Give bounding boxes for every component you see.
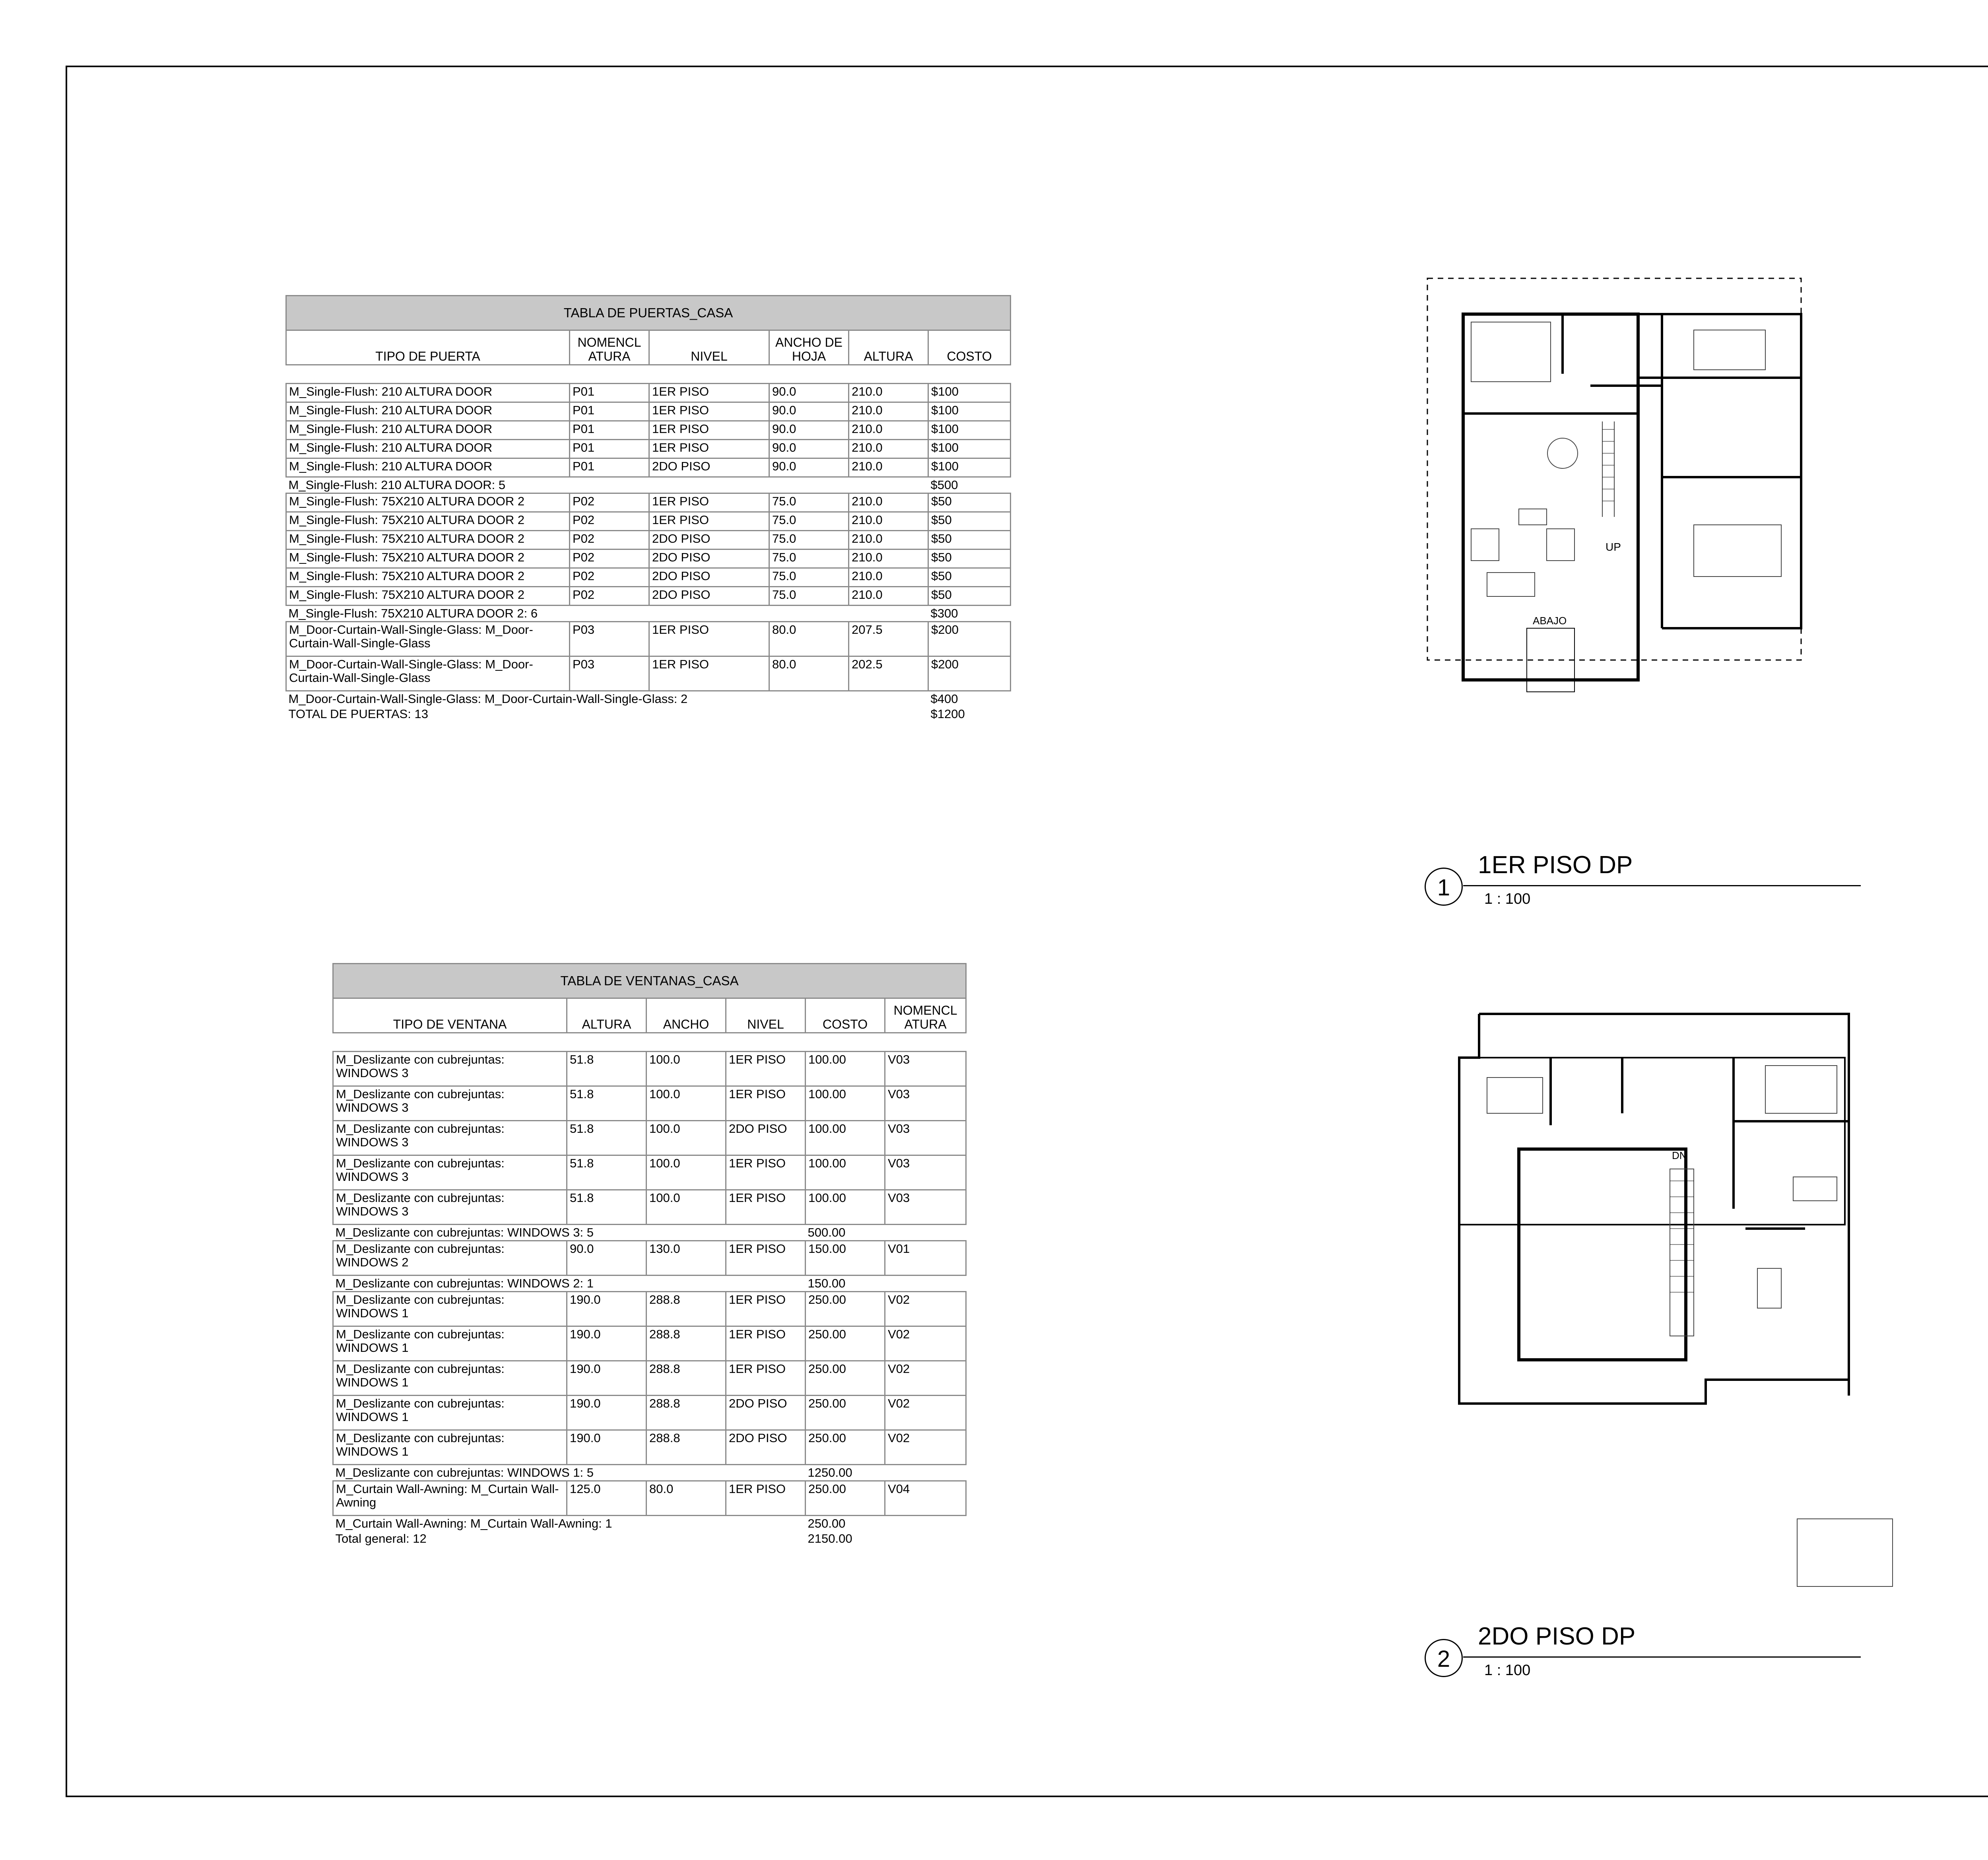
table-cell: 90.0: [769, 458, 849, 477]
table-cell: V02: [885, 1326, 966, 1361]
table-cell: 1ER PISO: [726, 1086, 806, 1121]
table-cell: 250.00: [806, 1326, 885, 1361]
table-cell: 1ER PISO: [649, 402, 769, 421]
column-header: TIPO DE VENTANA: [333, 998, 567, 1033]
table-row: [286, 656, 1011, 691]
view-title-line-1: [1463, 885, 1861, 886]
table-cell: P03: [570, 622, 649, 656]
table-cell: M_Deslizante con cubrejuntas: WINDOWS 3: [333, 1121, 567, 1155]
table-cell: 51.8: [567, 1121, 646, 1155]
table-cell: M_Single-Flush: 210 ALTURA DOOR: [286, 402, 570, 421]
table-cell: 90.0: [567, 1241, 646, 1276]
table-cell: V02: [885, 1292, 966, 1326]
table-cell: M_Curtain Wall-Awning: M_Curtain Wall-Awning: [333, 1481, 567, 1516]
table-row: [333, 1430, 966, 1465]
table-cell: 210.0: [849, 440, 928, 458]
table-cell: 51.8: [567, 1190, 646, 1225]
view-title-1: 1ER PISO DP: [1478, 851, 1633, 879]
table-cell: 1ER PISO: [726, 1155, 806, 1190]
view-scale-2: 1 : 100: [1484, 1662, 1531, 1679]
table-cell: V01: [885, 1241, 966, 1276]
stair-down-label-2: DN: [1672, 1149, 1687, 1161]
table-cell: 100.00: [806, 1155, 885, 1190]
total-row: Total general: 12 2150.00: [335, 1532, 852, 1546]
subtotal-row: M_Deslizante con cubrejuntas: WINDOWS 1: 5 1250.00: [335, 1466, 852, 1480]
table-row: [286, 531, 1011, 549]
table-row: [333, 1190, 966, 1225]
subtotal-row: M_Deslizante con cubrejuntas: WINDOWS 2: 1 150.00: [335, 1276, 846, 1291]
table-cell: 1ER PISO: [726, 1292, 806, 1326]
table-cell: $200: [928, 656, 1011, 691]
table-cell: 75.0: [769, 587, 849, 606]
table-cell: $50: [928, 493, 1011, 512]
view-number-2: 2: [1425, 1639, 1463, 1677]
table-cell: $100: [928, 458, 1011, 477]
table-row: [286, 549, 1011, 568]
table-cell: P03: [570, 656, 649, 691]
table-row: [286, 421, 1011, 440]
table-row: [333, 1326, 966, 1361]
table-cell: M_Single-Flush: 75X210 ALTURA DOOR 2: [286, 493, 570, 512]
table-cell: M_Single-Flush: 75X210 ALTURA DOOR 2: [286, 587, 570, 606]
table-row: [333, 1155, 966, 1190]
table-row: [333, 1241, 966, 1276]
column-header: NOMENCL ATURA: [570, 330, 649, 365]
table-cell: 100.0: [646, 1155, 726, 1190]
table-cell: V03: [885, 1086, 966, 1121]
table-cell: 75.0: [769, 549, 849, 568]
table-cell: 1ER PISO: [649, 384, 769, 402]
view-number-1: 1: [1425, 868, 1463, 906]
table-cell: 1ER PISO: [649, 622, 769, 656]
table-cell: 2DO PISO: [726, 1396, 806, 1430]
table-cell: M_Deslizante con cubrejuntas: WINDOWS 1: [333, 1326, 567, 1361]
table-cell: V03: [885, 1155, 966, 1190]
table-row: [286, 568, 1011, 587]
table-row: [286, 587, 1011, 606]
table-cell: M_Door-Curtain-Wall-Single-Glass: M_Door-Curtain-Wall-Single-Glass: [286, 656, 570, 691]
table-cell: 1ER PISO: [726, 1326, 806, 1361]
table-cell: 288.8: [646, 1430, 726, 1465]
table-cell: M_Deslizante con cubrejuntas: WINDOWS 3: [333, 1155, 567, 1190]
table-cell: 100.0: [646, 1121, 726, 1155]
stair-up-label: UP: [1606, 541, 1621, 553]
table-cell: P02: [570, 531, 649, 549]
table-cell: 75.0: [769, 531, 849, 549]
table-cell: P01: [570, 458, 649, 477]
table-cell: M_Deslizante con cubrejuntas: WINDOWS 1: [333, 1292, 567, 1326]
table-cell: $100: [928, 402, 1011, 421]
subtotal-row: M_Single-Flush: 210 ALTURA DOOR: 5 $500: [288, 478, 958, 492]
table-cell: V03: [885, 1121, 966, 1155]
table-cell: P02: [570, 493, 649, 512]
table-cell: P02: [570, 512, 649, 531]
table-cell: 210.0: [849, 384, 928, 402]
table-row: [333, 1052, 966, 1086]
view-title-line-2: [1463, 1656, 1861, 1658]
table-cell: 250.00: [806, 1292, 885, 1326]
table-cell: 210.0: [849, 531, 928, 549]
column-header: COSTO: [928, 330, 1011, 365]
table-cell: V03: [885, 1190, 966, 1225]
table-cell: P01: [570, 421, 649, 440]
table-cell: $50: [928, 587, 1011, 606]
table-cell: 1ER PISO: [649, 656, 769, 691]
table-cell: 1ER PISO: [649, 440, 769, 458]
table-cell: P01: [570, 402, 649, 421]
table-cell: 2DO PISO: [649, 531, 769, 549]
table-cell: V02: [885, 1430, 966, 1465]
table-cell: M_Single-Flush: 210 ALTURA DOOR: [286, 384, 570, 402]
table-cell: 210.0: [849, 493, 928, 512]
table-cell: 1ER PISO: [649, 421, 769, 440]
table-cell: 90.0: [769, 440, 849, 458]
table-row: [333, 1086, 966, 1121]
table-cell: $50: [928, 568, 1011, 587]
windows-schedule: [332, 963, 967, 1546]
table-cell: 130.0: [646, 1241, 726, 1276]
table-cell: 1ER PISO: [726, 1481, 806, 1516]
column-header: ANCHO: [646, 998, 726, 1033]
table-cell: 250.00: [806, 1396, 885, 1430]
table-cell: M_Single-Flush: 75X210 ALTURA DOOR 2: [286, 549, 570, 568]
table-cell: 100.00: [806, 1052, 885, 1086]
table-cell: 75.0: [769, 493, 849, 512]
table-cell: P02: [570, 587, 649, 606]
table-cell: 125.0: [567, 1481, 646, 1516]
table-cell: V02: [885, 1361, 966, 1396]
table-cell: 1ER PISO: [726, 1241, 806, 1276]
table-cell: 100.0: [646, 1052, 726, 1086]
table-cell: P01: [570, 440, 649, 458]
table-cell: 1ER PISO: [726, 1190, 806, 1225]
subtotal-row: M_Single-Flush: 75X210 ALTURA DOOR 2: 6 $300: [288, 606, 958, 621]
table-cell: 190.0: [567, 1326, 646, 1361]
table-cell: 2DO PISO: [649, 458, 769, 477]
subtotal-row: M_Curtain Wall-Awning: M_Curtain Wall-Awning: 1 250.00: [335, 1516, 846, 1531]
table-cell: M_Single-Flush: 75X210 ALTURA DOOR 2: [286, 512, 570, 531]
table-cell: M_Deslizante con cubrejuntas: WINDOWS 1: [333, 1396, 567, 1430]
table-cell: 210.0: [849, 587, 928, 606]
table-cell: 80.0: [769, 656, 849, 691]
table-cell: 190.0: [567, 1361, 646, 1396]
windows-schedule-title: TABLA DE VENTANAS_CASA: [333, 964, 966, 998]
table-cell: 210.0: [849, 568, 928, 587]
table-cell: 250.00: [806, 1430, 885, 1465]
table-cell: 150.00: [806, 1241, 885, 1276]
table-cell: 100.0: [646, 1086, 726, 1121]
table-cell: 2DO PISO: [726, 1121, 806, 1155]
table-cell: 1ER PISO: [649, 493, 769, 512]
table-cell: $200: [928, 622, 1011, 656]
table-cell: 1ER PISO: [649, 512, 769, 531]
table-cell: P02: [570, 568, 649, 587]
doors-schedule-title: TABLA DE PUERTAS_CASA: [286, 296, 1011, 330]
table-cell: 210.0: [849, 402, 928, 421]
table-row: [333, 1292, 966, 1326]
table-cell: 80.0: [646, 1481, 726, 1516]
table-cell: 100.00: [806, 1190, 885, 1225]
table-cell: 288.8: [646, 1361, 726, 1396]
table-cell: 100.0: [646, 1190, 726, 1225]
table-cell: M_Deslizante con cubrejuntas: WINDOWS 1: [333, 1361, 567, 1396]
table-cell: 2DO PISO: [649, 568, 769, 587]
table-cell: 90.0: [769, 384, 849, 402]
table-cell: M_Deslizante con cubrejuntas: WINDOWS 2: [333, 1241, 567, 1276]
table-row: [286, 493, 1011, 512]
table-cell: M_Single-Flush: 75X210 ALTURA DOOR 2: [286, 531, 570, 549]
table-cell: 51.8: [567, 1155, 646, 1190]
table-cell: 100.00: [806, 1121, 885, 1155]
table-cell: M_Door-Curtain-Wall-Single-Glass: M_Door-Curtain-Wall-Single-Glass: [286, 622, 570, 656]
table-row: [286, 440, 1011, 458]
table-cell: 250.00: [806, 1481, 885, 1516]
column-header: ALTURA: [849, 330, 928, 365]
table-cell: $100: [928, 440, 1011, 458]
table-cell: $50: [928, 512, 1011, 531]
doors-schedule: [285, 295, 1011, 722]
table-cell: M_Single-Flush: 210 ALTURA DOOR: [286, 440, 570, 458]
table-row: [286, 402, 1011, 421]
table-cell: 90.0: [769, 421, 849, 440]
table-row: [286, 512, 1011, 531]
table-row: [333, 1481, 966, 1516]
table-row: [333, 1121, 966, 1155]
table-cell: 190.0: [567, 1396, 646, 1430]
table-row: [286, 458, 1011, 477]
table-cell: 202.5: [849, 656, 928, 691]
table-cell: $50: [928, 549, 1011, 568]
table-cell: 207.5: [849, 622, 928, 656]
table-cell: 210.0: [849, 458, 928, 477]
table-cell: 288.8: [646, 1292, 726, 1326]
table-cell: M_Single-Flush: 210 ALTURA DOOR: [286, 458, 570, 477]
table-cell: 80.0: [769, 622, 849, 656]
column-header: TIPO DE PUERTA: [286, 330, 570, 365]
stair-down-label: ABAJO: [1533, 615, 1567, 627]
table-cell: M_Deslizante con cubrejuntas: WINDOWS 3: [333, 1190, 567, 1225]
table-cell: 210.0: [849, 549, 928, 568]
table-cell: 90.0: [769, 402, 849, 421]
table-cell: 2DO PISO: [649, 549, 769, 568]
column-header: NOMENCL ATURA: [885, 998, 966, 1033]
table-cell: M_Deslizante con cubrejuntas: WINDOWS 3: [333, 1052, 567, 1086]
table-cell: 2DO PISO: [649, 587, 769, 606]
table-cell: 210.0: [849, 421, 928, 440]
table-cell: 250.00: [806, 1361, 885, 1396]
table-cell: 288.8: [646, 1326, 726, 1361]
table-cell: $100: [928, 384, 1011, 402]
table-cell: 1ER PISO: [726, 1052, 806, 1086]
table-cell: M_Deslizante con cubrejuntas: WINDOWS 1: [333, 1430, 567, 1465]
table-cell: $50: [928, 531, 1011, 549]
table-cell: P02: [570, 549, 649, 568]
subtotal-row: M_Door-Curtain-Wall-Single-Glass: M_Door-Curtain-Wall-Single-Glass: 2 $400: [288, 692, 958, 706]
table-cell: $100: [928, 421, 1011, 440]
table-cell: V02: [885, 1396, 966, 1430]
windows-schedule-header: [333, 998, 966, 1033]
table-cell: 210.0: [849, 512, 928, 531]
table-cell: V03: [885, 1052, 966, 1086]
total-row: TOTAL DE PUERTAS: 13 $1200: [288, 707, 965, 721]
table-cell: 190.0: [567, 1430, 646, 1465]
table-cell: P01: [570, 384, 649, 402]
view-title-2: 2DO PISO DP: [1478, 1623, 1636, 1650]
column-header: NIVEL: [649, 330, 769, 365]
subtotal-row: M_Deslizante con cubrejuntas: WINDOWS 3: 5 500.00: [335, 1225, 846, 1239]
table-row: [286, 622, 1011, 656]
table-cell: 2DO PISO: [726, 1430, 806, 1465]
column-header: COSTO: [806, 998, 885, 1033]
table-cell: M_Deslizante con cubrejuntas: WINDOWS 3: [333, 1086, 567, 1121]
table-cell: M_Single-Flush: 75X210 ALTURA DOOR 2: [286, 568, 570, 587]
table-cell: 51.8: [567, 1052, 646, 1086]
table-row: [286, 384, 1011, 402]
table-cell: 1ER PISO: [726, 1361, 806, 1396]
table-row: [333, 1396, 966, 1430]
column-header: NIVEL: [726, 998, 806, 1033]
floor-plan-2do-piso: [1447, 1010, 1905, 1594]
column-header: ALTURA: [567, 998, 646, 1033]
table-cell: 75.0: [769, 568, 849, 587]
table-cell: 190.0: [567, 1292, 646, 1326]
table-row: [333, 1361, 966, 1396]
table-cell: V04: [885, 1481, 966, 1516]
view-scale-1: 1 : 100: [1484, 891, 1531, 907]
column-header: ANCHO DE HOJA: [769, 330, 849, 365]
doors-schedule-header: [286, 330, 1011, 365]
table-cell: M_Single-Flush: 210 ALTURA DOOR: [286, 421, 570, 440]
table-cell: 51.8: [567, 1086, 646, 1121]
floor-plan-1er-piso: [1415, 270, 1813, 835]
table-cell: 288.8: [646, 1396, 726, 1430]
table-cell: 100.00: [806, 1086, 885, 1121]
table-cell: 75.0: [769, 512, 849, 531]
